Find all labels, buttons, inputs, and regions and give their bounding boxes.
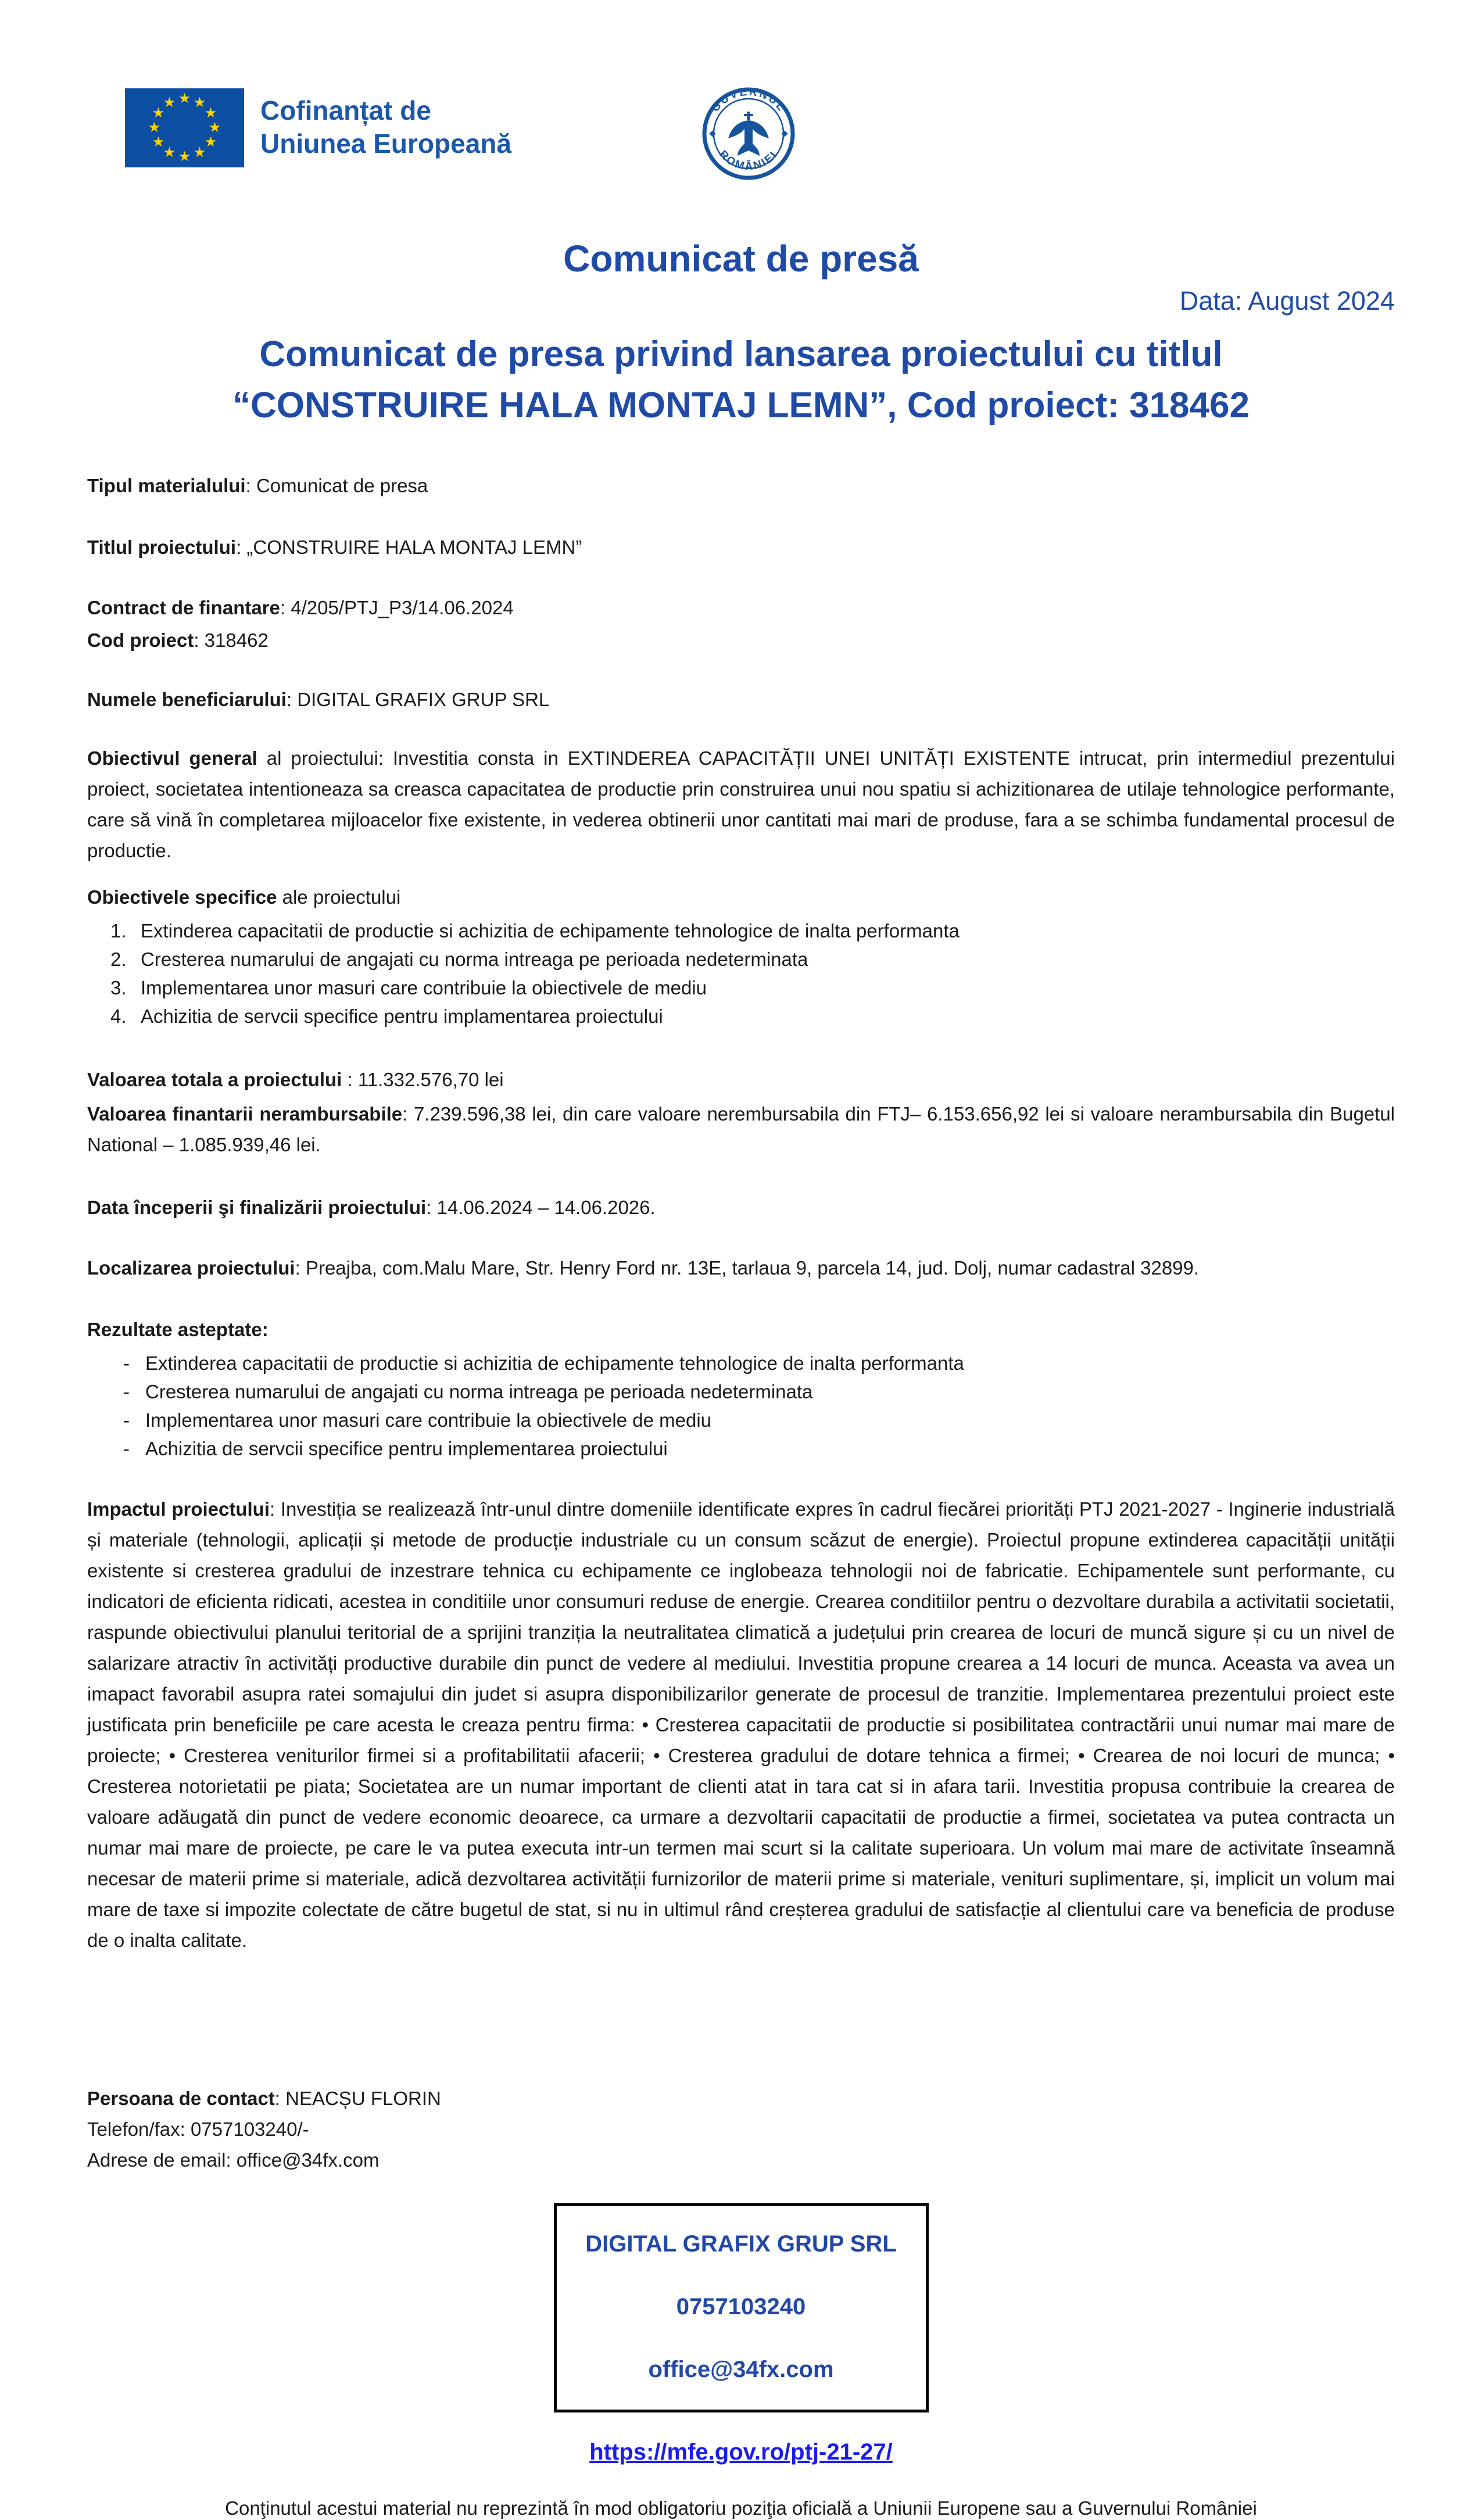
seal-bottom-text: ROMÂNIEI (717, 148, 781, 173)
field-grant-value (87, 1098, 1395, 1160)
field-project-code (87, 627, 1395, 654)
box-email: office@34fx.com (648, 2357, 834, 2382)
contact-phone-line: Telefon/fax: 0757103240/- (87, 2118, 309, 2140)
field-beneficiary-value: : DIGITAL GRAFIX GRUP SRL (286, 689, 550, 710)
field-project-title-value: : „CONSTRUIRE HALA MONTAJ LEMN” (236, 536, 582, 558)
box-company-name: DIGITAL GRAFIX GRUP SRL (585, 2231, 897, 2257)
field-beneficiary (87, 686, 1395, 714)
field-grant-value-value: : 7.239.596,38 lei, din care valoare nerembursabila din FTJ– 6.153.656,92 lei si valoare nerambursabila din Bugetul National – 1.085.939,46 lei. (87, 1103, 1395, 1155)
subtitle-line1: Comunicat de presa privind lansarea proiectului cu titlul (259, 334, 1223, 374)
impact-text: : Investiția se realizează într-unul dintre domeniile identificate expres în cadrul fiecărei priorități PTJ 2021-2027 - Inginerie industrială și materiale (tehnologii, aplicații și metode de producție industriale cu un consum scăzut de energie). Proiectul propune extinderea capacității unității existente si cresterea gradului de inzestrare tehnica cu echipamente ce inglobeaza tehnologii noi de fabricatie. Echipamentele sunt performante, cu indicatori de eficienta ridicati, acestea in conditiile unor consumuri reduse de energie. Crearea conditiilor pentru o dezvoltare durabila a activitatii societatii, raspunde obiectivului planului teritorial de a sprijini tranziția la neutralitatea climatică a județului prin crearea de locuri de muncă sigure și cu un nivel de salarizare atractiv în activități productive durabile din punct de vedere al mediului. Investitia propune crearea a 14 locuri de munca. Aceasta va avea un imapact favorabil asupra ratei somajului din judet si asupra disponibilizarilor generate de procesul de tranzitie. Implementarea prezentului proiect este justificata prin beneficiile pe care acesta le creaza pentru firma: • Cresterea capacitatii de productie si posibilitatea contractării unui numar mai mare de proiecte; • Cresterea veniturilor firmei si a profitabilitatii afacerii; • Cresterea gradului de dotare tehnica a firmei; • Crearea de noi locuri de munca; • Cresterea notorietatii pe piata; Societatea are un numar important de clienti atat in tara cat si in afara tarii. Investitia propusa contribuie la crearea de valoare adăugată din punct de vedere economic deoarece, ca urmare a dezvoltarii capacitatii de productie a firmei, societatea va putea contracta un numar mai mare de proiecte, pe care le va putea executa intr-un termen mai scurt si la calitate superioara. Un volum mai mare de activitate înseamnă necesar de materii prime si materiale, adică dezvoltarea activității furnizorilor de materii prime si materiale, venituri suplimentare, și, implicit un volum mai mare de taxe si impozite colectate de către bugetul de stat, si nu in ultimul rând creșterea gradului de satisfacție al clientului care va beneficia de produse de o inalta calitate. (87, 1498, 1395, 1951)
general-objective-text: al proiectului: Investitia consta in EXTINDEREA CAPACITĂȚII UNEI UNITĂȚI EXISTENTE intrucat, prin intermediul prezentului proiect, societatea intentioneaza sa creasca capacitatea de productie prin construirea unui nou spatiu si achizitionarea de utilaje tehnologice performante, care să vină în completarea mijloacelor fixe existente, in vederea obtinerii unor cantitati mai mari de produse, fara a se schimba fundamental procesul de productie. (87, 747, 1395, 861)
specific-objectives-list (87, 917, 1395, 1030)
eu-star-icon: ★ (193, 94, 206, 110)
field-project-dates-value: : 14.06.2024 – 14.06.2026. (426, 1197, 656, 1218)
list-item: Achizitia de servcii specifice pentru implamentarea proiectului (141, 1005, 663, 1027)
eu-star-icon: ★ (148, 120, 161, 135)
box-phone: 0757103240 (676, 2294, 806, 2319)
eu-star-icon: ★ (204, 134, 217, 150)
list-item: Extinderea capacitatii de productie si achizitia de echipamente tehnologice de inalta performanta (141, 920, 960, 942)
beneficiary-info-box (554, 2203, 929, 2412)
eu-star-icon: ★ (204, 105, 217, 121)
impact-paragraph (87, 1494, 1395, 1956)
general-objective-paragraph (87, 743, 1395, 866)
field-total-value-label: Valoarea totala a proiectului (87, 1069, 342, 1090)
list-item: - Cresterea numarului de angajati cu norma intreaga pe perioada nedeterminata (87, 1378, 1395, 1405)
eu-star-icon: ★ (208, 120, 221, 135)
eu-star-icon: ★ (178, 91, 191, 106)
list-item: - Extinderea capacitatii de productie si achizitia de echipamente tehnologice de inalta performanta (87, 1350, 1395, 1377)
eu-star-icon: ★ (152, 105, 165, 121)
disclaimer-footer: Conţinutul acestui material nu reprezintă în mod obligatoriu poziţia oficială a Uniunii Europene sau a Guvernului României (225, 2497, 1257, 2519)
eu-star-icon: ★ (193, 145, 206, 161)
field-grant-value-label: Valoarea finantarii nerambursabile (87, 1103, 403, 1125)
field-contract-value: : 4/205/PTJ_P3/14.06.2024 (280, 597, 514, 618)
general-objective-label: Obiectivul general (87, 747, 257, 769)
seal-top-text: GUVERNUL (709, 87, 788, 114)
field-location (87, 1254, 1395, 1282)
specific-objectives-label: Obiectivele specifice (87, 886, 277, 908)
eu-logo-line1: Cofinanțat de (260, 95, 431, 126)
field-project-dates-label: Data începerii şi finalizării proiectului (87, 1197, 427, 1218)
field-project-code-value: : 318462 (194, 629, 269, 651)
date-line: Data: August 2024 (1179, 286, 1395, 316)
field-total-value (87, 1066, 1395, 1094)
field-contract-label: Contract de finantare (87, 597, 280, 618)
field-contract (87, 594, 1395, 622)
subtitle-line2: “CONSTRUIRE HALA MONTAJ LEMN”, Cod proiect: 318462 (232, 385, 1250, 425)
field-contact-person (87, 2085, 1395, 2113)
impact-label: Impactul proiectului (87, 1498, 270, 1520)
specific-objectives-suffix: ale proiectului (277, 886, 401, 908)
page-title: Comunicat de presă (563, 238, 919, 280)
field-location-label: Localizarea proiectului (87, 1257, 295, 1279)
contact-email-line: Adrese de email: office@34fx.com (87, 2149, 380, 2171)
list-item: Implementarea unor masuri care contribuie la obiectivele de mediu (141, 977, 707, 998)
mfe-link[interactable]: https://mfe.gov.ro/ptj-21-27/ (589, 2439, 893, 2465)
field-project-title (87, 534, 1395, 561)
field-material-type (87, 472, 1395, 500)
field-total-value-value: : 11.332.576,70 lei (342, 1069, 504, 1090)
field-project-dates (87, 1194, 1395, 1222)
expected-results-list (87, 1350, 1395, 1462)
field-project-code-label: Cod proiect (87, 629, 194, 651)
field-beneficiary-label: Numele beneficiarului (87, 689, 287, 710)
field-material-type-label: Tipul materialului (87, 475, 246, 496)
eu-star-icon: ★ (163, 145, 176, 161)
eu-star-icon: ★ (152, 134, 165, 150)
field-material-type-value: : Comunicat de presa (245, 475, 428, 496)
list-item: - Implementarea unor masuri care contribuie la obiectivele de mediu (87, 1406, 1395, 1434)
field-project-title-label: Titlul proiectului (87, 536, 237, 558)
field-contact-person-value: : NEACȘU FLORIN (274, 2088, 441, 2109)
eu-logo-line2: Uniunea Europeană (260, 128, 511, 159)
specific-objectives-heading (87, 883, 1395, 911)
link-line (87, 2439, 1395, 2465)
expected-results-label: Rezultate asteptate: (87, 1319, 269, 1340)
field-location-value: : Preajba, com.Malu Mare, Str. Henry Ford nr. 13E, tarlaua 9, parcela 14, jud. Dolj, numar cadastral 32899. (295, 1257, 1200, 1279)
eu-star-icon: ★ (163, 94, 176, 110)
eu-star-icon: ★ (178, 149, 191, 164)
field-contact-person-label: Persoana de contact (87, 2088, 275, 2109)
list-item: - Achizitia de servcii specifice pentru implementarea proiectului (87, 1435, 1395, 1462)
expected-results-heading (87, 1316, 1395, 1344)
list-item: Cresterea numarului de angajati cu norma intreaga pe perioada nedeterminata (141, 948, 808, 970)
